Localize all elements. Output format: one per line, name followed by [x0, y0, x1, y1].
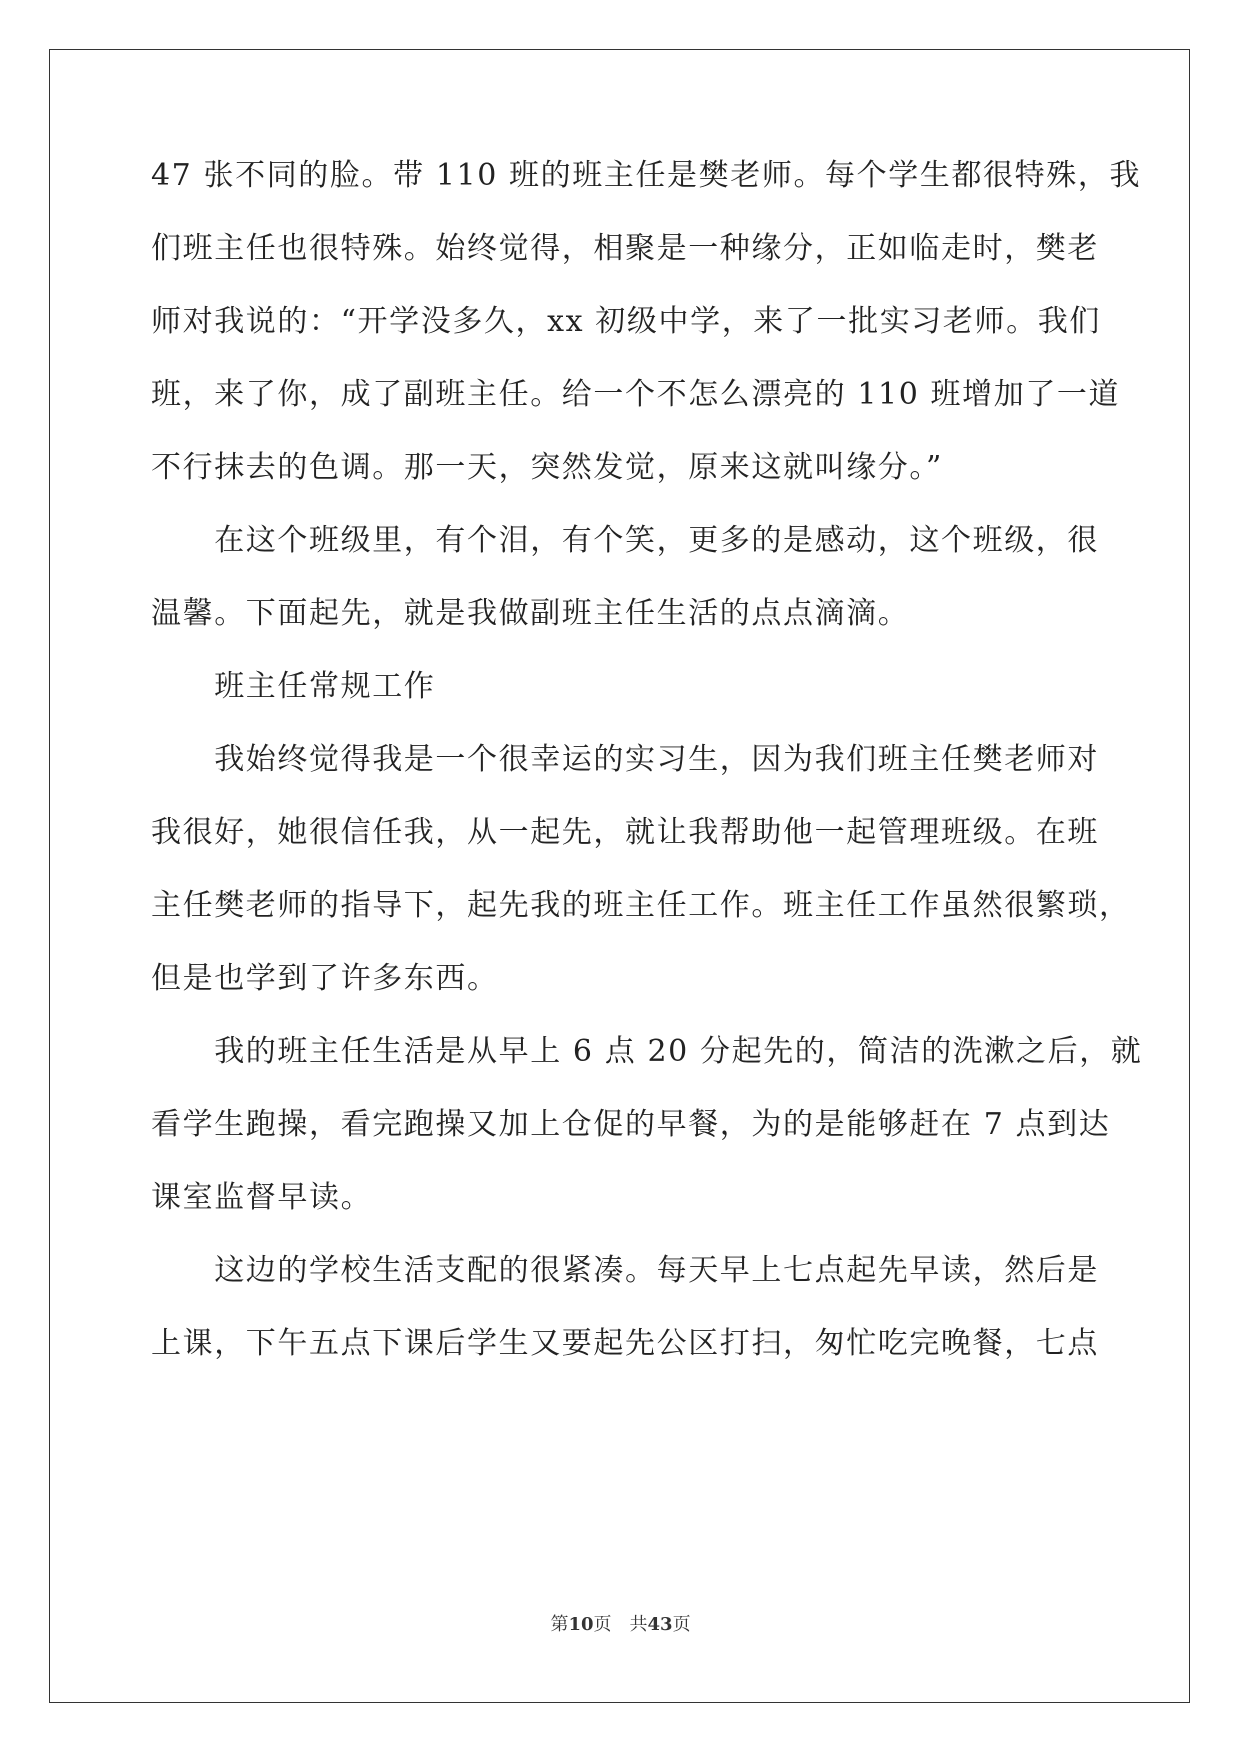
text-line-17: 上课，下午五点下课后学生又要起先公区打扫，匆忙吃完晚餐，七点 [151, 1326, 1099, 1361]
text-line-11: 主任樊老师的指导下，起先我的班主任工作。班主任工作虽然很繁琐， [151, 888, 1131, 923]
text-line-5: 不行抹去的色调。那一天，突然发觉，原来这就叫缘分。” [151, 450, 943, 485]
text-line-15: 课室监督早读。 [151, 1180, 373, 1215]
total-suffix: 页 [672, 1614, 691, 1635]
page-frame [49, 49, 1190, 1703]
page-number: 10 [568, 1614, 594, 1635]
text-line-13: 我的班主任生活是从早上 6 点 20 分起先的，简洁的洗漱之后，就 [151, 1034, 1143, 1069]
text-line-3: 师对我说的：“开学没多久，xx 初级中学，来了一批实习老师。我们 [151, 304, 1101, 339]
text-line-9: 我始终觉得我是一个很幸运的实习生，因为我们班主任樊老师对 [151, 742, 1099, 777]
text-line-14: 看学生跑操，看完跑操又加上仓促的早餐，为的是能够赶在 7 点到达 [151, 1107, 1111, 1142]
text-line-2: 们班主任也很特殊。始终觉得，相聚是一种缘分，正如临走时，樊老 [151, 231, 1099, 266]
text-line-10: 我很好，她很信任我，从一起先，就让我帮助他一起管理班级。在班 [151, 815, 1099, 850]
text-line-7: 温馨。下面起先，就是我做副班主任生活的点点滴滴。 [151, 596, 910, 631]
total-pages: 43 [647, 1614, 673, 1635]
text-line-12: 但是也学到了许多东西。 [151, 961, 499, 996]
page-suffix: 页 [593, 1614, 612, 1635]
section-heading: 班主任常规工作 [151, 669, 436, 704]
page-footer [0, 1610, 1241, 1636]
text-line-16: 这边的学校生活支配的很紧凑。每天早上七点起先早读，然后是 [151, 1253, 1099, 1288]
page-prefix: 第 [550, 1614, 569, 1635]
text-line-6: 在这个班级里，有个泪，有个笑，更多的是感动，这个班级，很 [151, 523, 1099, 558]
text-line-1: 47 张不同的脸。带 110 班的班主任是樊老师。每个学生都很特殊，我 [151, 158, 1142, 193]
text-line-4: 班，来了你，成了副班主任。给一个不怎么漂亮的 110 班增加了一道 [151, 377, 1121, 412]
total-prefix: 共 [629, 1614, 648, 1635]
